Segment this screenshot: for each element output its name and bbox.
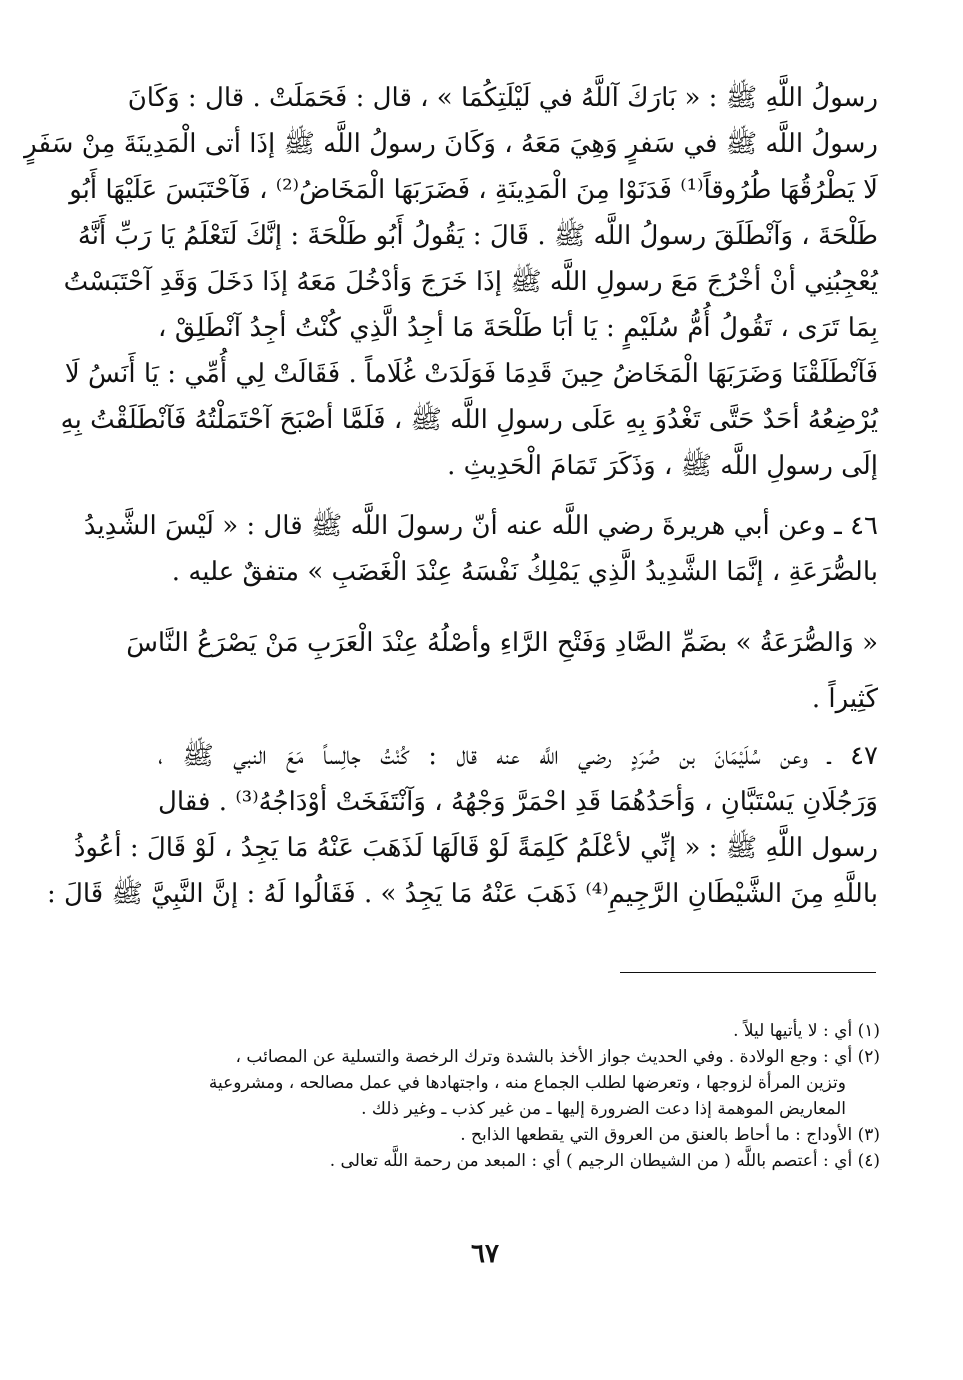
text-line: ٤٦ ـ وعن أبي هريرةَ رضي اللَّه عنه أنّ رسولَ اللَّه ﷺ قال : « لَيْسَ الشَّدِيدُ xyxy=(83,511,878,541)
text-line: إلَى رسولِ اللَّه ﷺ ، وَذَكَرَ تَمَامَ الْحَدِيثِ . xyxy=(447,451,878,481)
footnote-line: (٢) أي : وجع الولادة . وفي الحديث جواز الأخذ بالشدة وترك الرخصة والتسلية عن المصائب ، xyxy=(235,1047,880,1067)
text-line: فَآنْطَلَقْنَا وَضَرَبَهَا الْمَخَاضُ حِينَ قَدِمَا فَوَلَدَتْ غُلَاماً . فَقَالَتْ لِي أُمِّي : يَا أَنَسُ لَا xyxy=(64,359,878,389)
text-line: « وَالصُّرَعَةُ » بضَمِّ الصَّادِ وَفَتْحِ الرَّاءِ وأصْلُهُ عِنْدَ الْعَرَبِ مَنْ يَصْرَعُ النَّاسَ xyxy=(126,628,878,658)
text-line: رسولُ اللَّهِ ﷺ : « بَارَكَ آللَّهُ في لَيْلَتِكُمَا » ، قال : فَحَمَلَتْ . قال : وَكَانَ xyxy=(127,83,878,113)
footnote-line: (١) أي : لا يأتيها ليلاً . xyxy=(733,1021,880,1041)
footnotes xyxy=(120,1018,880,1174)
footnote-line: (٣) الأوداج : ما أحاط بالعنق من العروق التي يقطعها الذابح . xyxy=(460,1125,880,1145)
text-line: لَا يَطْرُقُهَا طُرُوقاً⁽¹⁾ فَدَنَوْا مِنَ الْمَدِينَةِ ، فَضَرَبَهَا الْمَخَاضُ⁽²⁾ ، فَآحْتَبَسَ عَلَيْهَا أَبُو xyxy=(69,175,878,205)
text-line: طَلْحَةَ ، وَآنْطَلَقَ رسولُ اللَّه ﷺ . قَالَ : يَقُولُ أَبُو طَلْحَةَ : إنَّكَ لَتَعْلَمُ يَا رَبِّ أَنَّهُ xyxy=(77,221,878,251)
text-line: وَرَجُلَانِ يَسْتَبَّانِ ، وَأحَدُهُمَا قَدِ احْمَرَّ وَجْهُهُ ، وَآنْتَفَخَتْ أوْدَاجُهُ⁽³⁾ . فقال xyxy=(158,787,878,817)
text-line: ٤٧ ـ وعن سُلَيْمَانَ بن صُرَدٍ رضي اللَّه عنه قال : كُنْتُ جالِساً مَعَ النبي ﷺ ، xyxy=(158,741,878,771)
hadith-47 xyxy=(46,733,878,917)
text-line: بِمَا تَرَى ، تَقُولُ أُمُّ سُلَيْمٍ : يَا أبَا طَلْحَةَ مَا أجِدُ الَّذِي كُنْتُ أجِدُ آنْطَلِقْ ، xyxy=(158,313,878,343)
paragraph-hadith-45-continuation xyxy=(24,75,878,489)
footnote-line: (٤) أي : أعتصم باللَّه ( من الشيطان الرجيم ) أي : المبعد من رحمة اللَّه تعالى . xyxy=(329,1151,880,1171)
footnote-divider xyxy=(620,972,876,973)
footnote-line: وتزين المرأة لزوجها ، وتعرضها لطلب الجماع منه ، واجتهادها في عمل مصالحه ، ومشروعية xyxy=(208,1073,846,1093)
spacer xyxy=(158,489,878,503)
footnote-1 xyxy=(120,1018,880,1044)
text-line: رسول اللَّهِ ﷺ : « إنِّي لأعْلَمُ كَلِمَةً لَوْ قَالَهَا لَذَهَبَ عَنْهُ مَا يَجِدُ ، لَوْ قَالَ : أعُوذُ xyxy=(73,833,878,863)
text-line: باللَّهِ مِنَ الشَّيْطَانِ الرَّجِيمِ⁽⁴⁾ ذَهَبَ عَنْهُ مَا يَجِدُ » . فَقَالُوا لَهُ : إنَّ النَّبِيَّ ﷺ قَالَ : xyxy=(46,879,878,909)
text-line: كَثِيراً . xyxy=(811,684,878,714)
spacer xyxy=(158,595,878,615)
text-line: يُعْجِبُنِي أنْ أخْرُجَ مَعَ رسولِ اللَّه ﷺ إذَا خَرَجَ وَأدْخُلَ مَعَهُ إذَا دَخَلَ وَقَدِ آحْتَبَسْتُ xyxy=(63,267,878,297)
footnote-3 xyxy=(120,1122,880,1148)
page-number: ٦٧ xyxy=(471,1239,499,1269)
text-line: يُرْضِعُهُ أحَدٌ حَتَّى تَغْدُوَ بِهِ عَلَى رسولِ اللَّه ﷺ ، فَلَمَّا أصْبَحَ آحْتَمَلْتُهُ فَآنْطَلَقْتُ بِهِ xyxy=(60,405,878,435)
main-text xyxy=(24,75,878,917)
text-line: بالصُّرَعَةِ ، إنَّمَا الشَّدِيدُ الَّذِي يَمْلِكُ نَفْسَهُ عِنْدَ الْغَضَبِ » متفقٌ عليه . xyxy=(171,557,878,587)
hadith-46-explanation xyxy=(126,615,878,727)
footnote-2 xyxy=(120,1044,880,1122)
footnote-4 xyxy=(120,1148,880,1174)
text-line: رسولُ اللَّه ﷺ في سَفرٍ وَهِيَ مَعَهُ ، وَكَانَ رسولُ اللَّه ﷺ إذَا أتى الْمَدِينَةَ مِنْ سَفَرٍ xyxy=(24,129,878,159)
footnote-line: المعاريض الموهمة إذا دعت الضرورة إليها ـ من غير كذب ـ وغير ذلك . xyxy=(361,1099,846,1119)
hadith-46 xyxy=(83,503,878,595)
